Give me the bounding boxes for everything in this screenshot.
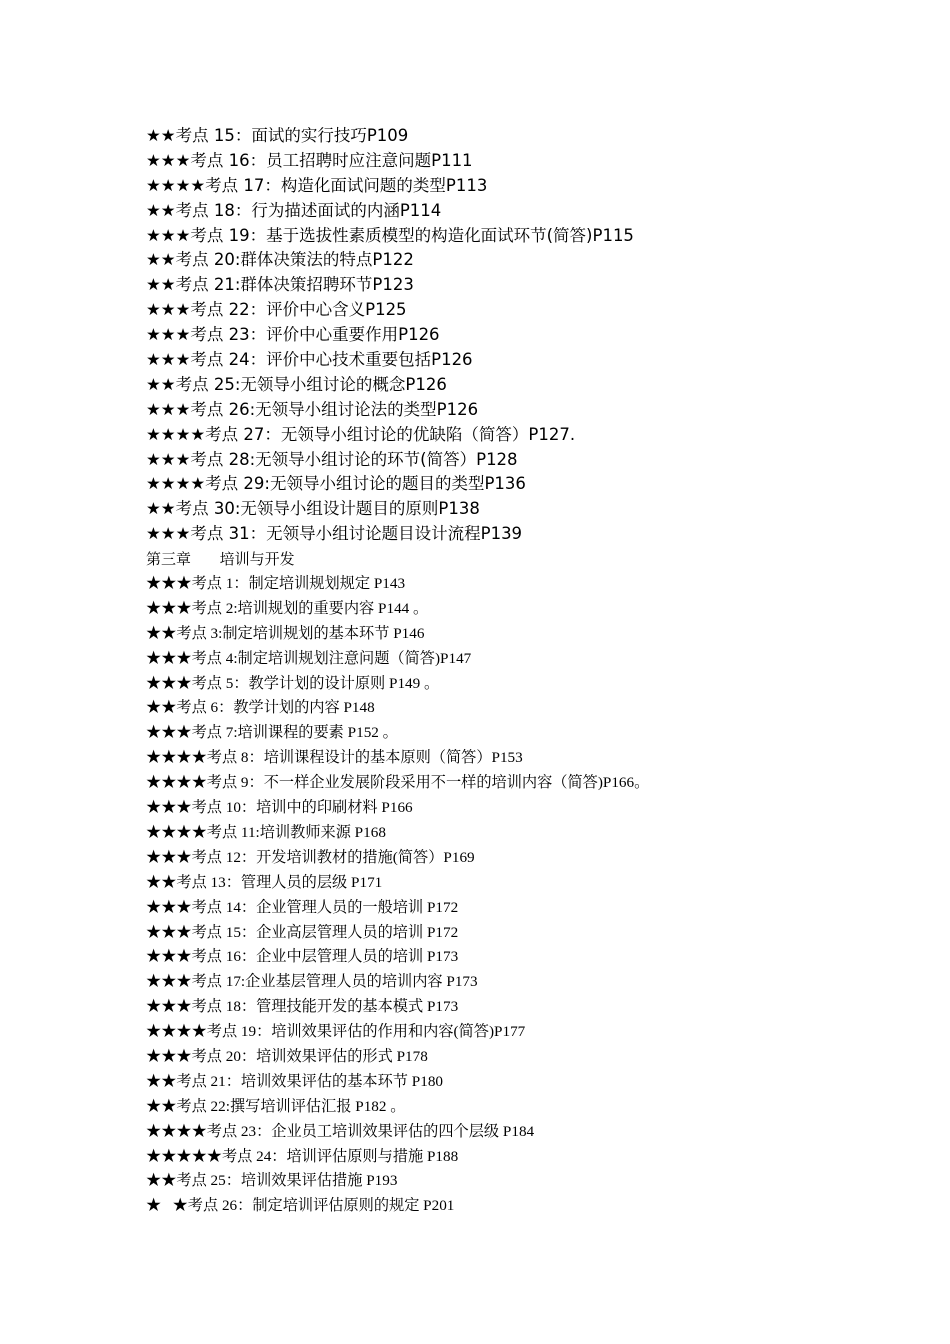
exam-point-line: ★★★考点 18：管理技能开发的基本模式 P173 (146, 998, 459, 1016)
exam-point-line: ★★★考点 2:培训规划的重要内容 P144 。 (146, 599, 429, 617)
exam-point-line: ★★考点 20:群体决策法的特点P122 (146, 250, 414, 270)
exam-point-line: ★★考点 21:群体决策招聘环节P123 (146, 275, 414, 295)
exam-point-line: ★★★★考点 9：不一样企业发展阶段采用不一样的培训内容（简答)P166。 (146, 774, 650, 792)
exam-point-line: ★★考点 6：教学计划的内容 P148 (146, 699, 375, 717)
exam-point-line: ★★★考点 23：评价中心重要作用P126 (146, 325, 440, 345)
exam-point-line: ★★★考点 28:无领导小组讨论的环节(简答）P128 (146, 449, 518, 469)
exam-point-line: ★★★考点 12：开发培训教材的措施(简答）P169 (146, 848, 475, 866)
exam-point-line: ★★★考点 15：企业高层管理人员的培训 P172 (146, 923, 459, 941)
exam-point-line: ★★★★考点 8：培训课程设计的基本原则（简答）P153 (146, 749, 523, 767)
exam-point-line: ★★★考点 22：评价中心含义P125 (146, 300, 407, 320)
exam-point-line: ★★★考点 10：培训中的印刷材料 P166 (146, 799, 413, 817)
exam-point-line: ★★★考点 5：教学计划的设计原则 P149 。 (146, 674, 440, 692)
exam-point-line: ★★考点 30:无领导小组设计题目的原则P138 (146, 499, 480, 519)
exam-point-line: ★★★考点 14：企业管理人员的一般培训 P172 (146, 898, 459, 916)
exam-point-line: ★★★考点 7:培训课程的要素 P152 。 (146, 724, 398, 742)
document-page (146, 124, 906, 1219)
exam-point-line: ★★★考点 1：制定培训规划规定 P143 (146, 575, 406, 593)
exam-point-line: ★★考点 15：面试的实行技巧P109 (146, 126, 409, 145)
exam-points-list-chapter-3 (146, 572, 906, 1219)
exam-point-line: ★★考点 18：行为描述面试的内涵P114 (146, 200, 442, 220)
exam-point-line: ★ ★考点 26：制定培训评估原则的规定 P201 (146, 1197, 455, 1215)
exam-point-line: ★★考点 25:无领导小组讨论的概念P126 (146, 374, 447, 394)
exam-point-line: ★★★★考点 17：构造化面试问题的类型P113 (146, 175, 488, 195)
exam-point-line: ★★考点 3:制定培训规划的基本环节 P146 (146, 624, 425, 642)
exam-point-line: ★★★考点 16：员工招聘时应注意问题P111 (146, 150, 473, 170)
exam-point-line: ★★★★考点 23：企业员工培训效果评估的四个层级 P184 (146, 1122, 535, 1140)
exam-points-list-chapter-2 (146, 124, 906, 547)
exam-point-line: ★★★考点 16：企业中层管理人员的培训 P173 (146, 948, 459, 966)
exam-point-line: ★★★★考点 19：培训效果评估的作用和内容(简答)P177 (146, 1023, 526, 1041)
chapter-heading: 第三章 培训与开发 (146, 550, 295, 569)
exam-point-line: ★★★考点 24：评价中心技术重要包括P126 (146, 350, 473, 370)
exam-point-line: ★★★考点 31：无领导小组讨论题目设计流程P139 (146, 524, 523, 544)
exam-point-line: ★★考点 13：管理人员的层级 P171 (146, 873, 383, 891)
exam-point-line: ★★考点 21：培训效果评估的基本环节 P180 (146, 1072, 444, 1090)
exam-point-line: ★★★★考点 27：无领导小组讨论的优缺陷（简答）P127. (146, 424, 576, 444)
exam-point-line: ★★考点 22:撰写培训评估汇报 P182 。 (146, 1097, 406, 1115)
exam-point-line: ★★★考点 17:企业基层管理人员的培训内容 P173 (146, 973, 478, 991)
exam-point-line: ★★★考点 20：培训效果评估的形式 P178 (146, 1047, 428, 1065)
exam-point-line: ★★★★考点 29:无领导小组讨论的题目的类型P136 (146, 474, 526, 494)
exam-point-line: ★★★考点 4:制定培训规划注意问题（简答)P147 (146, 649, 472, 667)
exam-point-line: ★★★考点 19：基于选拔性素质模型的构造化面试环节(简答)P115 (146, 225, 634, 245)
exam-point-line: ★★考点 25：培训效果评估措施 P193 (146, 1172, 398, 1190)
exam-point-line: ★★★★★考点 24：培训评估原则与措施 P188 (146, 1147, 459, 1165)
exam-point-line: ★★★考点 26:无领导小组讨论法的类型P126 (146, 399, 479, 419)
exam-point-line: ★★★★考点 11:培训教师来源 P168 (146, 823, 386, 841)
